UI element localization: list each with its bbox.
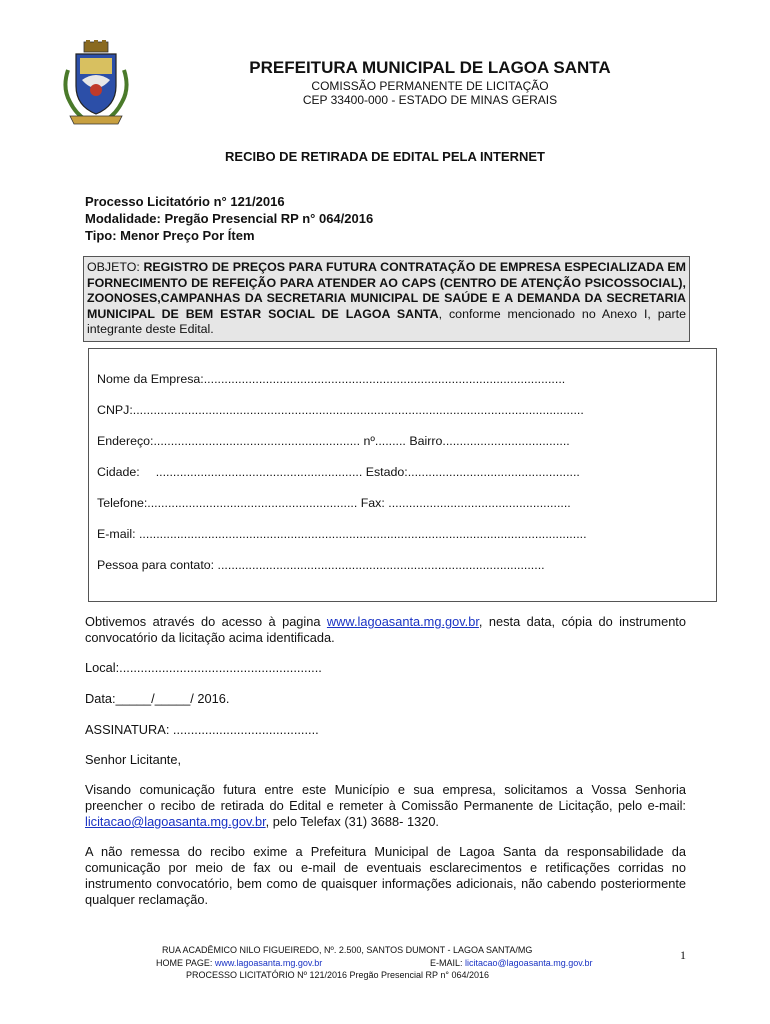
homepage-label: HOME PAGE: [156,958,215,968]
date-field[interactable]: Data:_____/_____/ 2016. [85,691,230,706]
instructions-text: Visando comunicação futura entre este Município e sua empresa, solicitamos a Vossa Senhoria preencher o recibo de retirada do Edital e remeter à Comissão Permanente de Licitação, pelo e-mail: [85,782,686,813]
city-state-blanks: ............................................................ Estado:.................................................. [155,465,580,479]
access-text-end: , nesta data, cópia do instrumento convocatório da licitação acima identificada. [85,614,686,645]
access-text: Obtivemos através do acesso à pagina [85,614,327,629]
process-number: Processo Licitatório n° 121/2016 [85,194,285,209]
document-title: RECIBO DE RETIRADA DE EDITAL PELA INTERNET [225,149,545,164]
disclaimer-paragraph: A não remessa do recibo exime a Prefeitura Municipal de Lagoa Santa da responsabilidade da comunicação por meio de fax ou e-mail de eventuais esclarecimentos e retificações corridas no instrumento convocatório, bem como de quaisquer informações adicionais, não cabendo posteriormente qualquer reclamação. [85,844,686,907]
coat-of-arms-icon [60,40,132,128]
footer-homepage [156,958,322,968]
cnpj-field[interactable]: CNPJ:................................................................................................................................... [97,403,584,417]
header-subtitle: COMISSÃO PERMANENTE DE LICITAÇÃO [311,79,549,93]
city-label: Cidade: [97,465,140,479]
header-address: CEP 33400-000 - ESTADO DE MINAS GERAIS [302,93,558,107]
email-label: E-MAIL: [430,958,466,968]
address-field[interactable]: Endereço:............................................................ nº......... Bairro..................................... [97,434,570,448]
page-number: 1 [680,948,686,962]
contact-person-field[interactable]: Pessoa para contato: ............................................................................................... [97,558,545,572]
process-modality: Modalidade: Pregão Presencial RP n° 064/2016 [85,211,374,226]
company-name-field[interactable]: Nome da Empresa:......................................................................................................... [97,372,566,386]
city-state-field[interactable] [97,465,580,479]
footer-address: RUA ACADÊMICO NILO FIGUEIREDO, Nº. 2.500, SANTOS DUMONT - LAGOA SANTA/MG [162,945,533,955]
homepage-link[interactable]: www.lagoasanta.mg.gov.br [214,958,323,968]
instructions-paragraph [85,782,686,830]
phone-fax-field[interactable]: Telefone:............................................................. Fax: ..................................................... [97,496,571,510]
signature-field[interactable]: ASSINATURA: ......................................... [85,722,319,737]
objeto-note: , conforme mencionado no Anexo I, parte integrante deste Edital. [87,306,686,336]
footer-process: PROCESSO LICITATÓRIO Nº 121/2016 Pregão Presencial RP n° 064/2016 [186,970,490,980]
objeto-label: OBJETO: [87,260,144,274]
local-field[interactable]: Local:......................................................... [85,660,322,675]
footer-email-link[interactable]: licitacao@lagoasanta.mg.gov.br [465,958,593,968]
salutation: Senhor Licitante, [85,752,182,767]
instructions-text-end: , pelo Telefax (31) 3688- 1320. [265,814,439,829]
page-title: PREFEITURA MUNICIPAL DE LAGOA SANTA [249,58,611,77]
objeto-box [83,256,690,342]
email-link[interactable]: licitacao@lagoasanta.mg.gov.br [85,814,266,829]
process-type: Tipo: Menor Preço Por Ítem [85,228,255,243]
email-field[interactable]: E-mail: .................................................................................................................................. [97,527,587,541]
website-link[interactable]: www.lagoasanta.mg.gov.br [326,614,479,629]
footer-email [430,958,593,968]
objeto-description: REGISTRO DE PREÇOS PARA FUTURA CONTRATAÇÃO DE EMPRESA ESPECIALIZADA EM FORNECIMENTO DE REFEIÇÃO PARA ATENDER AO CAPS (CENTRO DE ATENÇÃO PSICOSSOCIAL), ZOONOSES,CAMPANHAS DA SECRETARIA MUNICIPAL DE SAÚDE E A DEMANDA DA SECRETARIA MUNICIPAL DE BEM ESTAR SOCIAL DE LAGOA SANTA [87,260,686,321]
access-paragraph [85,614,686,646]
